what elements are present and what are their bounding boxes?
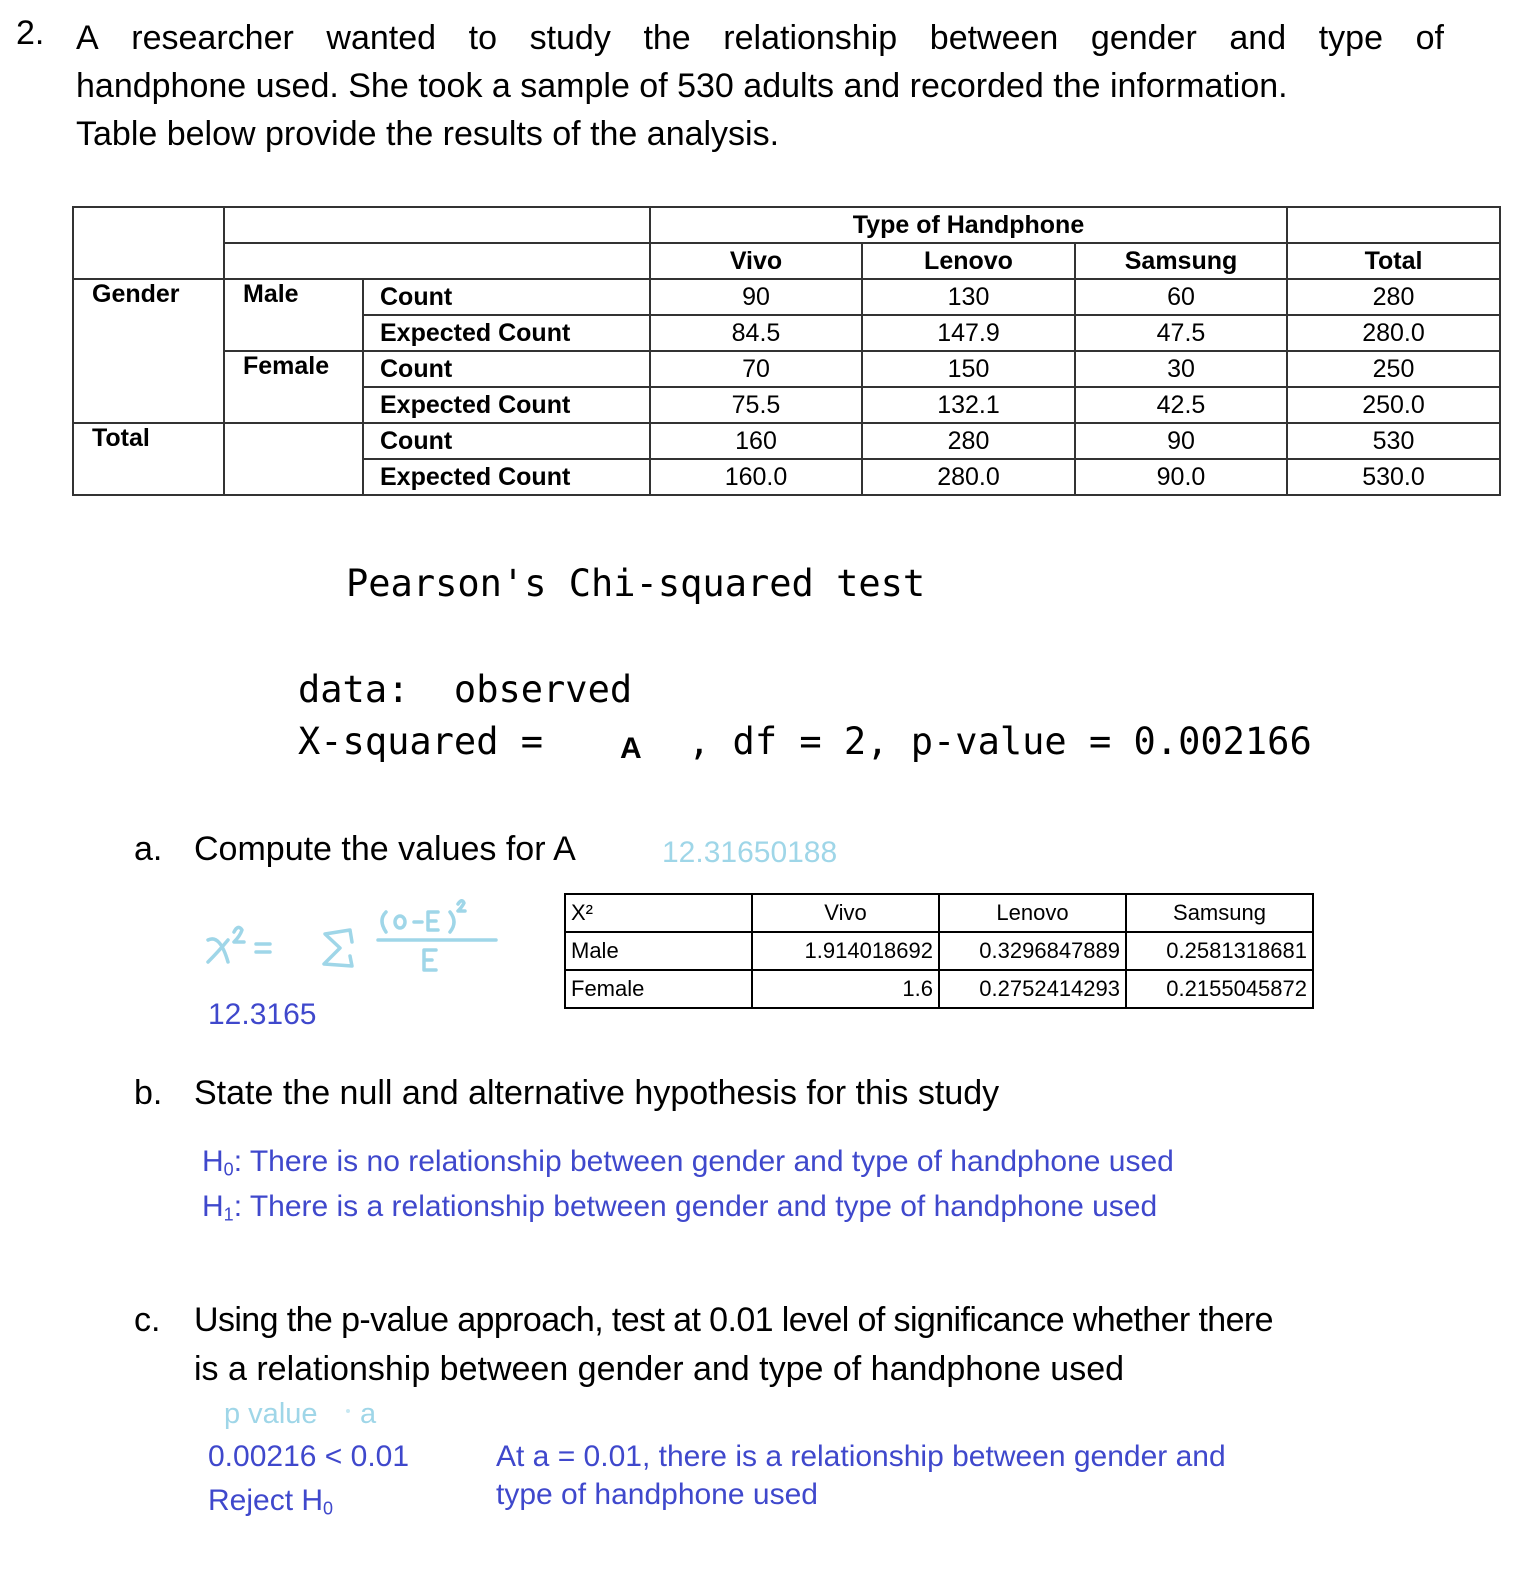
- r-output-xsq-label: X-squared =: [298, 720, 566, 763]
- cell: 60: [1075, 279, 1287, 315]
- table-row: [565, 970, 1313, 1008]
- header-row-columns: [73, 243, 1500, 279]
- corner-cell: [73, 243, 224, 279]
- alternative-hypothesis: [202, 1190, 1157, 1226]
- formula-denominator-E: [424, 950, 436, 970]
- column-header: Vivo: [650, 243, 862, 279]
- chi-square-contributions-table: [564, 893, 1314, 1009]
- cell: 90.0: [1075, 459, 1287, 495]
- question-text: [76, 14, 1444, 158]
- formula-x: [208, 939, 228, 962]
- cell: 280.0: [1287, 315, 1500, 351]
- cell: 42.5: [1075, 387, 1287, 423]
- cell: 280: [1287, 279, 1500, 315]
- stat-label: Expected Count: [363, 315, 650, 351]
- cell: 530.0: [1287, 459, 1500, 495]
- formula-exponent-2: [458, 901, 465, 911]
- part-a-prompt: Compute the values for A: [194, 830, 576, 868]
- part-a-answer-light: 12.31650188: [662, 836, 838, 869]
- alpha-note: a: [360, 1398, 377, 1430]
- blank-header: [1287, 207, 1500, 243]
- formula-paren-close: [450, 912, 454, 932]
- cell: 90: [650, 279, 862, 315]
- formula-o: [395, 916, 405, 928]
- cell: 0.2155045872: [1126, 970, 1313, 1008]
- conclusion-line-1: At a = 0.01, there is a relationship between gender and: [496, 1440, 1226, 1473]
- cell: 47.5: [1075, 315, 1287, 351]
- cell: 84.5: [650, 315, 862, 351]
- word: gender: [1090, 19, 1197, 57]
- stat-label: Count: [363, 351, 650, 387]
- p-value-note: p value: [224, 1398, 318, 1430]
- question-line-3: Table below provide the results of the analysis.: [76, 115, 780, 153]
- cell: 30: [1075, 351, 1287, 387]
- part-b-label: b.: [134, 1074, 163, 1112]
- r-output-data-line: data: observed: [298, 668, 633, 711]
- cell: 280.0: [862, 459, 1075, 495]
- stat-label: Expected Count: [363, 387, 650, 423]
- cell: 160.0: [650, 459, 862, 495]
- r-output-title: Pearson's Chi-squared test: [346, 562, 926, 605]
- h0-symbol: H: [202, 1145, 224, 1178]
- r-output-stats: , df = 2, p-value = 0.002166: [688, 720, 1312, 763]
- row-group-label: Gender: [73, 279, 224, 423]
- conclusion-line-2: type of handphone used: [496, 1478, 818, 1511]
- p-value-comparison: 0.00216 < 0.01: [208, 1440, 410, 1473]
- corner-label: X²: [565, 894, 752, 932]
- null-hypothesis: [202, 1145, 1174, 1181]
- formula-equals: [256, 944, 270, 952]
- cell: 250.0: [1287, 387, 1500, 423]
- formula-E: [428, 912, 438, 930]
- cell: 75.5: [650, 387, 862, 423]
- part-a-label: a.: [134, 830, 163, 868]
- crosstab-table: [72, 206, 1501, 496]
- row-label: Male: [565, 932, 752, 970]
- stat-label: Count: [363, 279, 650, 315]
- table-row: [73, 423, 1500, 459]
- row-sub-label: Male: [224, 279, 363, 351]
- word: type: [1318, 19, 1383, 57]
- r-output-placeholder-A: A: [620, 732, 642, 765]
- part-b-prompt: State the null and alternative hypothesis for this study: [194, 1074, 1000, 1112]
- question-line-2: handphone used. She took a sample of 530 adults and recorded the information.: [76, 67, 1288, 105]
- part-c-label: c.: [134, 1301, 161, 1339]
- h1-symbol: H: [202, 1190, 224, 1223]
- table-row: [73, 279, 1500, 315]
- h1-text: : There is a relationship between gender and type of handphone used: [233, 1190, 1158, 1223]
- word: of: [1415, 19, 1444, 57]
- part-c-prompt-line-1: Using the p-value approach, test at 0.01 level of significance whether there: [194, 1301, 1273, 1339]
- column-header: Samsung: [1075, 243, 1287, 279]
- cell: 70: [650, 351, 862, 387]
- comparison-dot: [346, 1409, 350, 1413]
- cell: 250: [1287, 351, 1500, 387]
- word: researcher: [131, 19, 294, 57]
- cell: 0.2752414293: [939, 970, 1126, 1008]
- decision-subscript: 0: [323, 1498, 334, 1519]
- word: between: [929, 19, 1059, 57]
- decision: [208, 1484, 333, 1520]
- word: A: [76, 19, 99, 57]
- word: wanted: [326, 19, 437, 57]
- formula-superscript-2: [234, 927, 244, 942]
- stat-label: Count: [363, 423, 650, 459]
- part-c-prompt-line-2: is a relationship between gender and type of handphone used: [194, 1350, 1125, 1388]
- column-header: Lenovo: [939, 894, 1126, 932]
- stat-label: Expected Count: [363, 459, 650, 495]
- table-row: [565, 932, 1313, 970]
- word: and: [1229, 19, 1287, 57]
- table-row: [73, 351, 1500, 387]
- table-header-row: [565, 894, 1313, 932]
- row-sub-label: Female: [224, 351, 363, 423]
- formula-sigma: [324, 930, 352, 966]
- word: to: [468, 19, 497, 57]
- cell: 1.6: [752, 970, 939, 1008]
- cell: 147.9: [862, 315, 1075, 351]
- h1-subscript: 1: [223, 1204, 234, 1225]
- decision-text: Reject H: [208, 1484, 324, 1517]
- cell: 160: [650, 423, 862, 459]
- question-line-1: [76, 14, 1444, 62]
- cell: 132.1: [862, 387, 1075, 423]
- blank-header: [224, 207, 650, 243]
- column-header: Lenovo: [862, 243, 1075, 279]
- cell: 280: [862, 423, 1075, 459]
- word: the: [643, 19, 691, 57]
- h0-subscript: 0: [223, 1159, 234, 1180]
- column-header: Samsung: [1126, 894, 1313, 932]
- cell: 0.2581318681: [1126, 932, 1313, 970]
- cell: 90: [1075, 423, 1287, 459]
- group-header: Type of Handphone: [650, 207, 1287, 243]
- row-label: Female: [565, 970, 752, 1008]
- column-header: Vivo: [752, 894, 939, 932]
- chi-square-formula-handwritten: [200, 892, 510, 982]
- corner-cell: [73, 207, 224, 243]
- cell: 0.3296847889: [939, 932, 1126, 970]
- question-number: 2.: [16, 14, 45, 52]
- blank-header: [224, 243, 650, 279]
- cell: 150: [862, 351, 1075, 387]
- cell: 130: [862, 279, 1075, 315]
- formula-paren-open: [382, 912, 386, 932]
- h0-text: : There is no relationship between gender and type of handphone used: [233, 1145, 1174, 1178]
- part-a-answer-dark: 12.3165: [208, 998, 317, 1031]
- cell: 1.914018692: [752, 932, 939, 970]
- column-header: Total: [1287, 243, 1500, 279]
- row-group-label: Total: [73, 423, 224, 495]
- cell: 530: [1287, 423, 1500, 459]
- word: study: [529, 19, 611, 57]
- row-sub-label: [224, 423, 363, 495]
- word: relationship: [723, 19, 898, 57]
- header-row-group: [73, 207, 1500, 243]
